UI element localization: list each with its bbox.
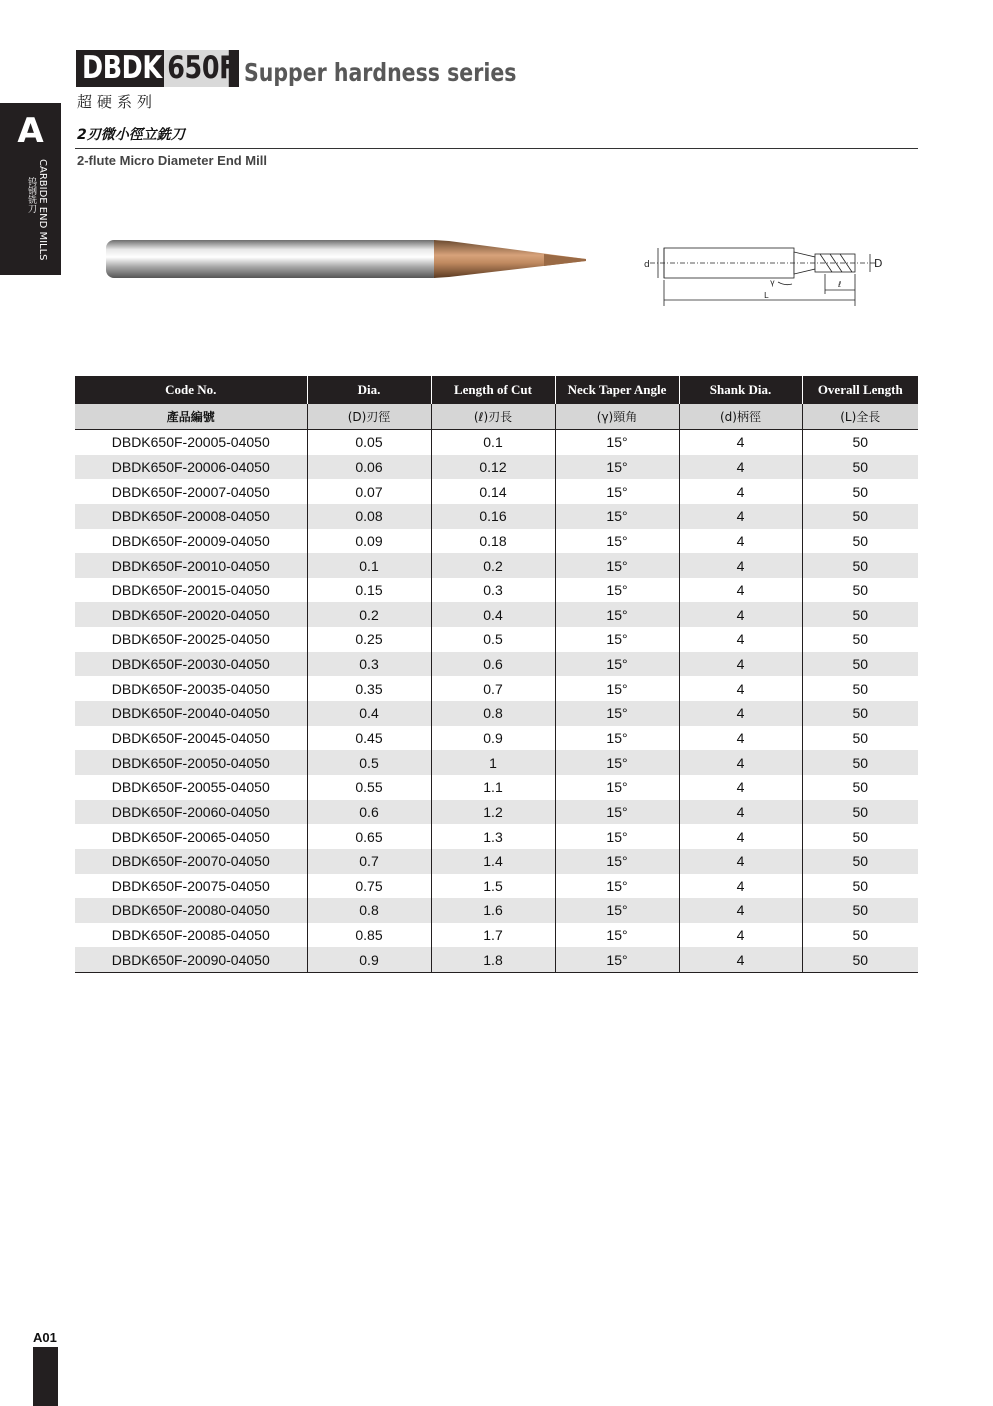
cell-length-of-cut: 0.7 xyxy=(431,676,555,701)
cell-shank-dia: 4 xyxy=(679,652,802,677)
cell-overall-length: 50 xyxy=(802,455,918,480)
cell-dia: 0.7 xyxy=(307,849,431,874)
label-shank-dia: d xyxy=(644,260,650,270)
cell-length-of-cut: 0.5 xyxy=(431,627,555,652)
cell-length-of-cut: 1.2 xyxy=(431,800,555,825)
cell-code: DBDK650F-20045-04050 xyxy=(111,730,270,746)
col-subheader-dia: (D)刃徑 xyxy=(307,404,431,430)
cell-dia: 0.8 xyxy=(307,898,431,923)
series-title-en: Supper hardness series xyxy=(244,58,517,87)
cell-neck-angle: 15° xyxy=(555,602,679,627)
table-row xyxy=(75,479,918,504)
table-row xyxy=(75,676,918,701)
subtitle-en: 2-flute Micro Diameter End Mill xyxy=(77,153,267,168)
cell-dia: 0.1 xyxy=(307,553,431,578)
label-length-of-cut: ℓ xyxy=(838,280,842,289)
cell-shank-dia: 4 xyxy=(679,627,802,652)
end-mill-photo xyxy=(104,235,594,285)
cell-length-of-cut: 0.4 xyxy=(431,602,555,627)
cell-dia: 0.35 xyxy=(307,676,431,701)
cell-length-of-cut: 0.2 xyxy=(431,553,555,578)
cell-overall-length: 50 xyxy=(802,874,918,899)
cell-neck-angle: 15° xyxy=(555,775,679,800)
cell-neck-angle: 15° xyxy=(555,479,679,504)
cell-shank-dia: 4 xyxy=(679,775,802,800)
cell-overall-length: 50 xyxy=(802,898,918,923)
subtitle-cn: 2刃微小徑立銑刀 xyxy=(77,127,185,143)
cell-shank-dia: 4 xyxy=(679,578,802,603)
cell-shank-dia: 4 xyxy=(679,849,802,874)
cell-shank-dia: 4 xyxy=(679,947,802,972)
table-row xyxy=(75,602,918,627)
cell-neck-angle: 15° xyxy=(555,578,679,603)
cell-overall-length: 50 xyxy=(802,652,918,677)
brand-name-part1: DBDK xyxy=(82,50,162,86)
cell-shank-dia: 4 xyxy=(679,726,802,751)
side-section-tab xyxy=(0,103,61,275)
table-row xyxy=(75,652,918,677)
cell-dia: 0.75 xyxy=(307,874,431,899)
cell-length-of-cut: 0.14 xyxy=(431,479,555,504)
dimension-drawing xyxy=(640,240,895,312)
cell-neck-angle: 15° xyxy=(555,898,679,923)
cell-shank-dia: 4 xyxy=(679,874,802,899)
cell-code: DBDK650F-20008-04050 xyxy=(75,504,307,529)
cell-dia: 0.5 xyxy=(307,750,431,775)
cell-neck-angle: 15° xyxy=(555,947,679,972)
cell-dia: 0.05 xyxy=(307,430,431,455)
cell-length-of-cut: 0.12 xyxy=(431,455,555,480)
table-row xyxy=(75,898,918,923)
cell-overall-length: 50 xyxy=(802,726,918,751)
cell-code: DBDK650F-20005-04050 xyxy=(111,434,270,451)
cell-shank-dia: 4 xyxy=(679,455,802,480)
cell-shank-dia: 4 xyxy=(679,676,802,701)
cell-neck-angle: 15° xyxy=(555,553,679,578)
cell-dia: 0.2 xyxy=(307,602,431,627)
cell-length-of-cut: 0.9 xyxy=(431,726,555,751)
cell-length-of-cut: 1 xyxy=(431,750,555,775)
cell-code: DBDK650F-20060-04050 xyxy=(75,800,307,825)
cell-neck-angle: 15° xyxy=(555,430,679,455)
cell-code: DBDK650F-20065-04050 xyxy=(111,828,270,845)
table-row xyxy=(75,504,918,529)
spec-table xyxy=(75,376,918,973)
series-title-cn: 超硬系列 xyxy=(77,93,158,111)
cell-shank-dia: 4 xyxy=(679,430,802,455)
table-row xyxy=(75,726,918,751)
cell-overall-length: 50 xyxy=(802,602,918,627)
cell-dia: 0.85 xyxy=(307,923,431,948)
table-row xyxy=(75,874,918,899)
cell-code: DBDK650F-20075-04050 xyxy=(111,877,270,894)
cell-neck-angle: 15° xyxy=(555,504,679,529)
cell-shank-dia: 4 xyxy=(679,479,802,504)
cell-shank-dia: 4 xyxy=(679,504,802,529)
cell-code: DBDK650F-20050-04050 xyxy=(75,750,307,775)
cell-overall-length: 50 xyxy=(802,553,918,578)
cell-neck-angle: 15° xyxy=(555,923,679,948)
table-row xyxy=(75,701,918,726)
col-subheader-overall-length: (L)全長 xyxy=(802,404,918,430)
cell-length-of-cut: 0.1 xyxy=(431,430,555,455)
cell-code: DBDK650F-20040-04050 xyxy=(75,701,307,726)
table-row xyxy=(75,529,918,554)
table-row xyxy=(75,627,918,652)
cell-length-of-cut: 0.18 xyxy=(431,529,555,554)
table-row xyxy=(75,578,918,603)
cell-code: DBDK650F-20090-04050 xyxy=(75,947,307,972)
cell-overall-length: 50 xyxy=(802,676,918,701)
cell-shank-dia: 4 xyxy=(679,553,802,578)
table-row xyxy=(75,430,918,455)
cell-overall-length: 50 xyxy=(802,479,918,504)
table-row xyxy=(75,923,918,948)
cell-neck-angle: 15° xyxy=(555,701,679,726)
col-subheader-code: 產品編號 xyxy=(75,404,307,430)
cell-code: DBDK650F-20006-04050 xyxy=(75,455,307,480)
cell-length-of-cut: 0.3 xyxy=(431,578,555,603)
cell-code: DBDK650F-20015-04050 xyxy=(111,582,270,599)
cell-neck-angle: 15° xyxy=(555,874,679,899)
cell-dia: 0.3 xyxy=(307,652,431,677)
cell-length-of-cut: 1.3 xyxy=(431,824,555,849)
header-row-en xyxy=(75,376,918,404)
col-subheader-neck-angle: (γ)頸角 xyxy=(555,404,679,430)
cell-code: DBDK650F-20080-04050 xyxy=(75,898,307,923)
cell-code: DBDK650F-20035-04050 xyxy=(111,680,270,697)
cell-overall-length: 50 xyxy=(802,750,918,775)
cell-code: DBDK650F-20020-04050 xyxy=(75,602,307,627)
cell-dia: 0.4 xyxy=(307,701,431,726)
table-row xyxy=(75,947,918,972)
cell-overall-length: 50 xyxy=(802,504,918,529)
brand-name-part2: 650F xyxy=(164,50,229,87)
cell-neck-angle: 15° xyxy=(555,849,679,874)
cell-dia: 0.45 xyxy=(307,726,431,751)
cell-overall-length: 50 xyxy=(802,701,918,726)
cell-length-of-cut: 1.5 xyxy=(431,874,555,899)
page-number: A01 xyxy=(33,1330,57,1345)
cell-shank-dia: 4 xyxy=(679,602,802,627)
cell-code: DBDK650F-20025-04050 xyxy=(111,631,270,648)
cell-code: DBDK650F-20009-04050 xyxy=(111,532,270,549)
cell-overall-length: 50 xyxy=(802,947,918,972)
cell-neck-angle: 15° xyxy=(555,800,679,825)
col-header-neck-angle: Neck Taper Angle xyxy=(555,376,679,404)
cell-code: DBDK650F-20055-04050 xyxy=(111,779,270,796)
cell-shank-dia: 4 xyxy=(679,750,802,775)
cell-code: DBDK650F-20070-04050 xyxy=(75,849,307,874)
cell-code: DBDK650F-20030-04050 xyxy=(75,652,307,677)
cell-overall-length: 50 xyxy=(802,627,918,652)
cell-shank-dia: 4 xyxy=(679,701,802,726)
col-header-code: Code No. xyxy=(75,376,307,404)
cell-length-of-cut: 1.7 xyxy=(431,923,555,948)
cell-overall-length: 50 xyxy=(802,430,918,455)
cell-dia: 0.15 xyxy=(307,578,431,603)
cell-dia: 0.08 xyxy=(307,504,431,529)
cell-length-of-cut: 1.8 xyxy=(431,947,555,972)
cell-code: DBDK650F-20007-04050 xyxy=(111,483,270,500)
cell-shank-dia: 4 xyxy=(679,824,802,849)
table-row xyxy=(75,849,918,874)
col-subheader-length-of-cut: (ℓ)刃長 xyxy=(431,404,555,430)
cell-length-of-cut: 1.1 xyxy=(431,775,555,800)
table-row xyxy=(75,553,918,578)
label-overall-length: L xyxy=(764,291,769,300)
label-cutting-dia: D xyxy=(874,257,883,270)
cell-overall-length: 50 xyxy=(802,578,918,603)
cell-length-of-cut: 1.4 xyxy=(431,849,555,874)
cell-length-of-cut: 0.8 xyxy=(431,701,555,726)
cell-neck-angle: 15° xyxy=(555,824,679,849)
label-neck-angle: γ xyxy=(770,278,775,287)
cell-dia: 0.06 xyxy=(307,455,431,480)
cell-dia: 0.25 xyxy=(307,627,431,652)
cell-neck-angle: 15° xyxy=(555,627,679,652)
cell-neck-angle: 15° xyxy=(555,455,679,480)
cell-dia: 0.09 xyxy=(307,529,431,554)
cell-dia: 0.65 xyxy=(307,824,431,849)
cell-overall-length: 50 xyxy=(802,800,918,825)
cell-dia: 0.55 xyxy=(307,775,431,800)
cell-neck-angle: 15° xyxy=(555,652,679,677)
section-label-en: CARBIDE END MILLS xyxy=(37,159,48,261)
cell-shank-dia: 4 xyxy=(679,800,802,825)
cell-dia: 0.6 xyxy=(307,800,431,825)
cell-code: DBDK650F-20085-04050 xyxy=(111,927,270,944)
col-header-dia: Dia. xyxy=(307,376,431,404)
table-row xyxy=(75,824,918,849)
cell-length-of-cut: 0.16 xyxy=(431,504,555,529)
cell-dia: 0.07 xyxy=(307,479,431,504)
cell-shank-dia: 4 xyxy=(679,898,802,923)
table-row xyxy=(75,775,918,800)
col-header-overall-length: Overall Length xyxy=(802,376,918,404)
cell-dia: 0.9 xyxy=(307,947,431,972)
table-row xyxy=(75,800,918,825)
cell-overall-length: 50 xyxy=(802,529,918,554)
subtitle-divider xyxy=(75,148,918,149)
table-row xyxy=(75,455,918,480)
cell-overall-length: 50 xyxy=(802,824,918,849)
cell-neck-angle: 15° xyxy=(555,529,679,554)
section-label-cn: 钨钢铣刀 xyxy=(26,177,36,213)
cell-neck-angle: 15° xyxy=(555,726,679,751)
cell-shank-dia: 4 xyxy=(679,923,802,948)
page-tab-bar xyxy=(33,1347,58,1406)
table-row xyxy=(75,750,918,775)
section-letter: A xyxy=(17,111,44,151)
cell-shank-dia: 4 xyxy=(679,529,802,554)
header-row-cn xyxy=(75,404,918,430)
cell-code: DBDK650F-20010-04050 xyxy=(75,553,307,578)
cell-neck-angle: 15° xyxy=(555,750,679,775)
col-header-length-of-cut: Length of Cut xyxy=(431,376,555,404)
col-header-shank-dia: Shank Dia. xyxy=(679,376,802,404)
spec-table-body xyxy=(75,430,918,973)
cell-overall-length: 50 xyxy=(802,849,918,874)
cell-neck-angle: 15° xyxy=(555,676,679,701)
cell-length-of-cut: 1.6 xyxy=(431,898,555,923)
cell-overall-length: 50 xyxy=(802,775,918,800)
col-subheader-shank-dia: (d)柄徑 xyxy=(679,404,802,430)
cell-length-of-cut: 0.6 xyxy=(431,652,555,677)
cell-overall-length: 50 xyxy=(802,923,918,948)
